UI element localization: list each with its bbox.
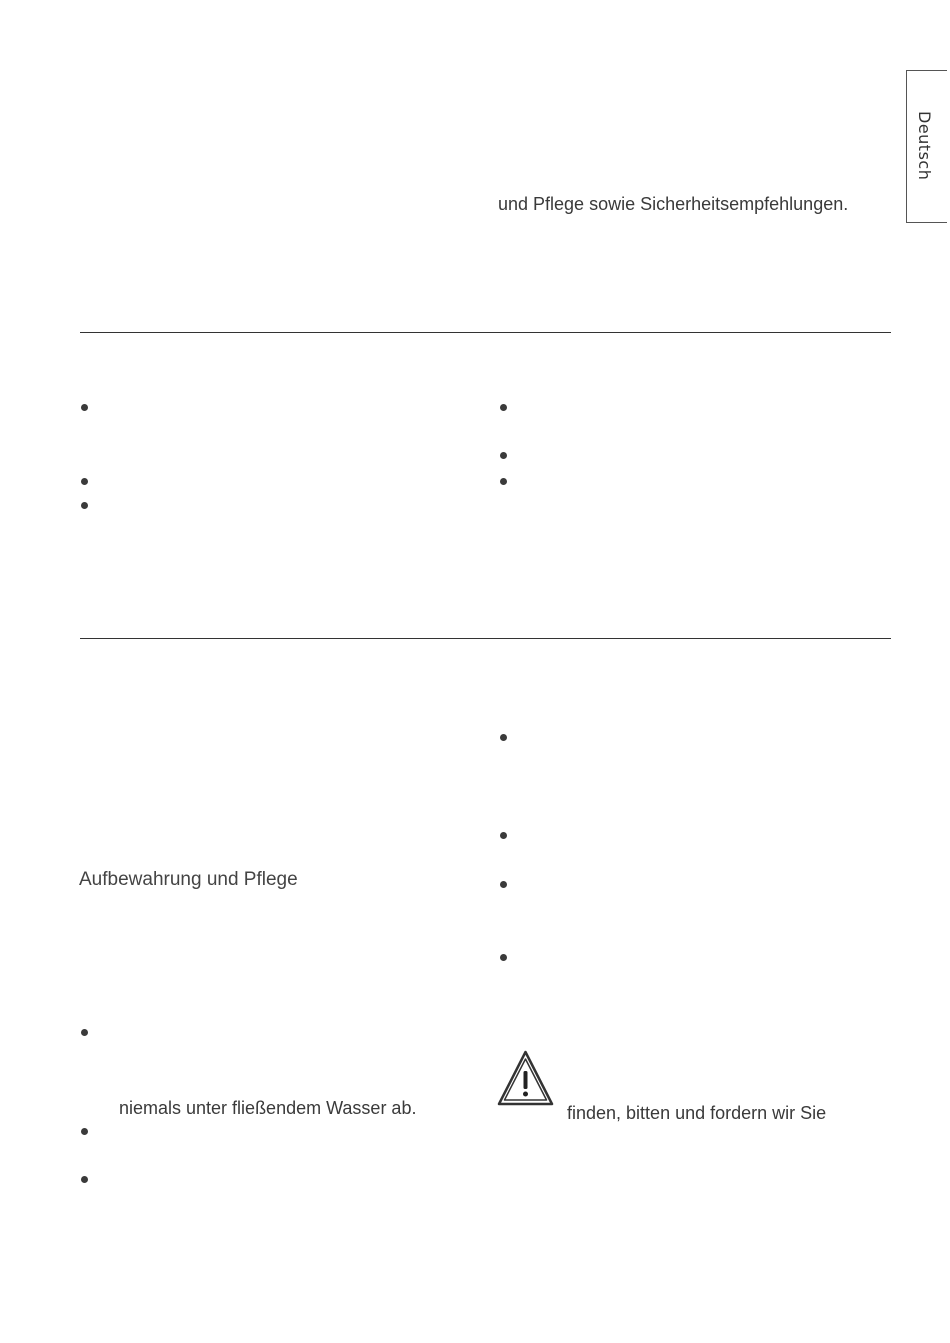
bullet-icon xyxy=(500,478,507,485)
bullet-icon xyxy=(500,452,507,459)
section-divider xyxy=(80,638,891,639)
bullet-icon xyxy=(81,404,88,411)
bullet-icon xyxy=(81,478,88,485)
section-divider xyxy=(80,332,891,333)
warning-text-line: finden, bitten und fordern wir Sie xyxy=(567,1103,827,1123)
storage-heading: Aufbewahrung und Pflege xyxy=(79,869,298,890)
warning-triangle-icon xyxy=(497,1050,554,1107)
bullet-icon xyxy=(500,404,507,411)
bullet-icon xyxy=(500,734,507,741)
storage-bullet-text: niemals unter fließendem Wasser ab. xyxy=(119,1098,417,1118)
bullet-icon xyxy=(81,1128,88,1135)
language-tab[interactable] xyxy=(906,70,947,223)
bullet-icon xyxy=(500,832,507,839)
bullet-icon xyxy=(500,954,507,961)
intro-text-line: und Pflege sowie Sicherheitsempfehlungen. xyxy=(498,194,849,214)
bullet-icon xyxy=(500,881,507,888)
bullet-icon xyxy=(81,502,88,509)
language-tab-label: Deutsch xyxy=(915,111,934,181)
bullet-icon xyxy=(81,1176,88,1183)
bullet-icon xyxy=(81,1029,88,1036)
